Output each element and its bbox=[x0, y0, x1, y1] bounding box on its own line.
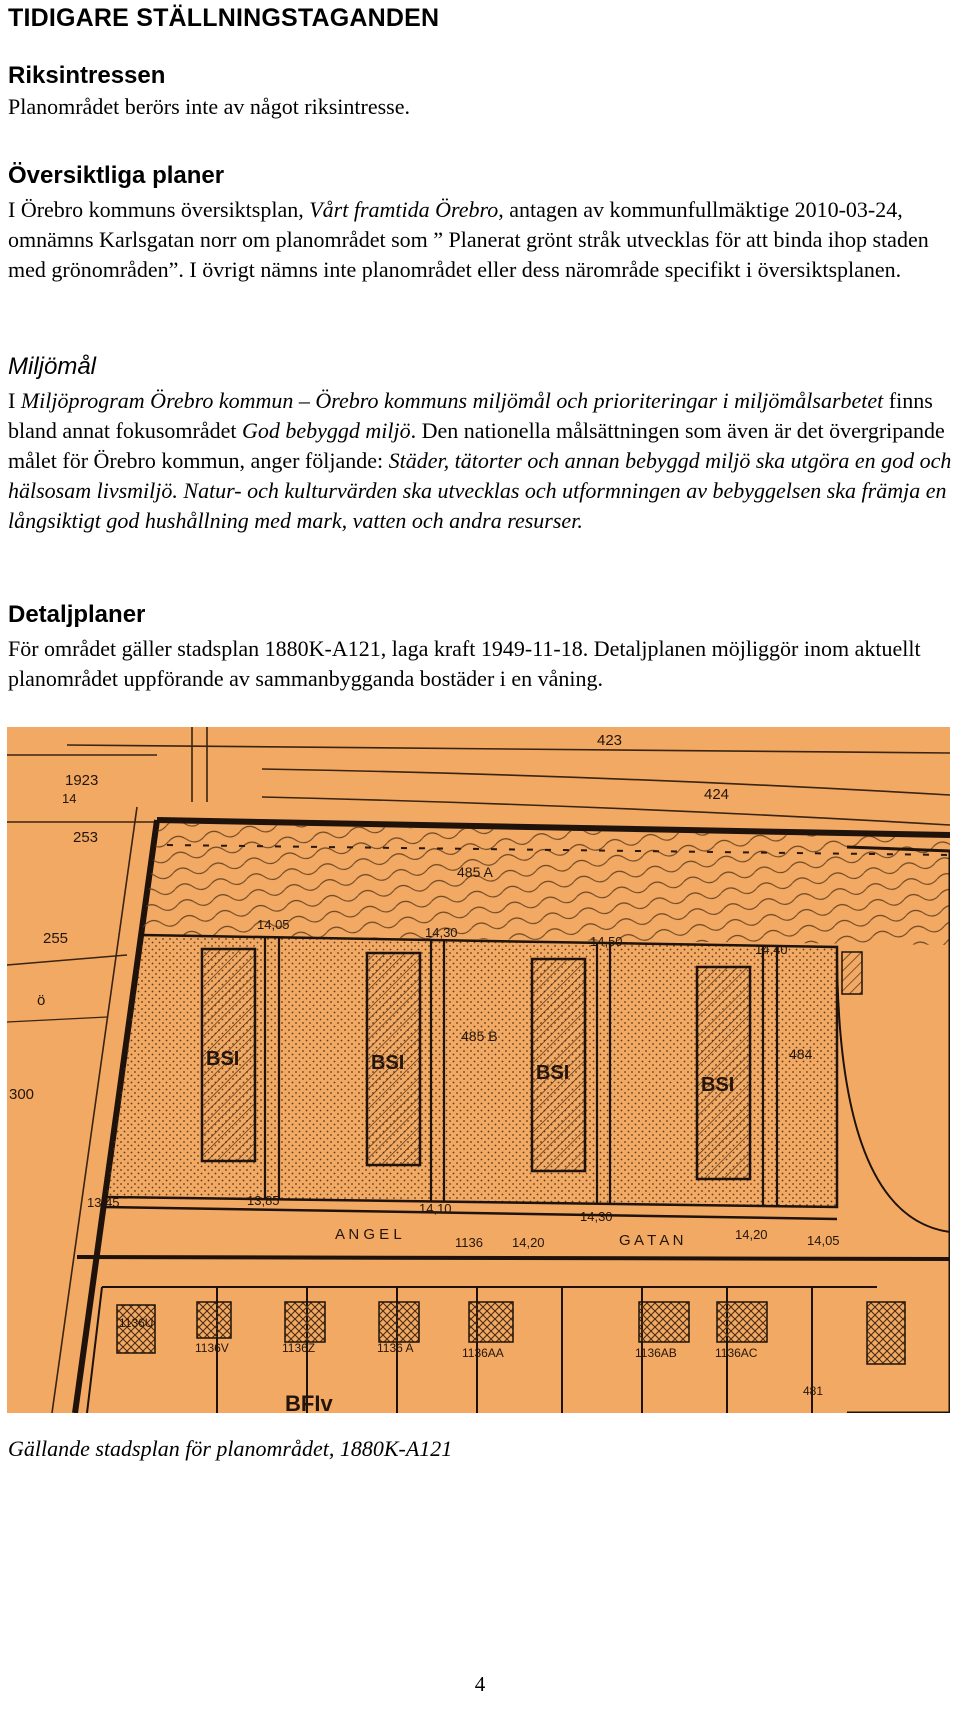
elevation-label: 14,05 bbox=[257, 917, 290, 932]
street-south-edge bbox=[77, 1257, 950, 1259]
program-name: Miljöprogram Örebro kommun – Örebro kommuns miljömål och prioriteringar i miljömålsarbetet bbox=[20, 388, 884, 413]
map-label: 423 bbox=[597, 732, 623, 749]
map-label: 253 bbox=[73, 829, 99, 846]
map-label: ö bbox=[37, 992, 46, 1009]
map-label: 424 bbox=[704, 786, 730, 803]
elevation-label: 14,50 bbox=[590, 934, 623, 949]
map-label: 485 B bbox=[461, 1028, 498, 1044]
map-label: 485 A bbox=[457, 864, 493, 880]
elevation-label: 14,20 bbox=[735, 1227, 768, 1242]
zone-label: BSI bbox=[536, 1062, 570, 1084]
paragraph-riksintressen: Planområdet berörs inte av något riksintresse. bbox=[8, 94, 411, 119]
map-label: 255 bbox=[43, 930, 69, 947]
heading-riksintressen: Riksintressen bbox=[8, 62, 166, 89]
lot-label: 1136AC bbox=[715, 1346, 758, 1360]
map-label: 484 bbox=[789, 1046, 813, 1062]
national-goal: Städer, tätorter och annan bebyggd miljö ska utgöra en god och hälsosam livsmiljö. Natur- och kulturvärden ska utvecklas och utformningen av bebyggelsen ska främja en långsiktigt god hushållning med mark, vatten och andra resurser. bbox=[8, 448, 952, 533]
stadsplan-map-drawing bbox=[7, 727, 950, 1413]
zone-label: BSI bbox=[206, 1048, 240, 1070]
lot-label: 1136AA bbox=[462, 1346, 504, 1360]
paragraph-oversiktliga-planer: I Örebro kommuns översiktsplan, Vårt framtida Örebro, antagen av kommunfullmäktige 2010-03-24, omnämns Karlsgatan norr om planområdet som ” Planerat grönt stråk utvecklas för att binda ihop staden med grönområden”. I övrigt nämns inte planområdet eller dess närområde specifikt i översiktsplanen. bbox=[8, 197, 929, 282]
map-label: 300 bbox=[9, 1086, 35, 1103]
zone-label: BSI bbox=[371, 1052, 405, 1074]
elevation-label: 14,05 bbox=[807, 1233, 840, 1248]
lot-label: 481 bbox=[803, 1384, 824, 1398]
map-label: 1923 bbox=[65, 772, 99, 789]
paragraph-miljomal: I Miljöprogram Örebro kommun – Örebro kommuns miljömål och prioriteringar i miljömålsarbetet finns bland annat fokusområdet God bebyggd miljö. Den nationella målsättningen som även är det övergripande målet för Örebro kommun, anger följande: Städer, tätorter och annan bebyggd miljö ska utgöra en god och hälsosam livsmiljö. Natur- och kulturvärden ska utvecklas och utformningen av bebyggelsen ska främja en långsiktigt god hushållning med mark, vatten och andra resurser. bbox=[8, 388, 952, 533]
elevation-label: 14,30 bbox=[580, 1209, 613, 1224]
map-label: 14 bbox=[62, 791, 77, 806]
page-number: 4 bbox=[474, 1672, 486, 1696]
map-label: 1136 bbox=[455, 1235, 483, 1250]
paragraph-detaljplaner: För området gäller stadsplan 1880K-A121, laga kraft 1949-11-18. Detaljplanen möjliggör inom aktuellt planområdet uppförande av sammanbygganda bostäder i en våning. bbox=[8, 636, 921, 691]
map-caption: Gällande stadsplan för planområdet, 1880K-A121 bbox=[8, 1436, 453, 1461]
heading-oversiktliga-planer: Översiktliga planer bbox=[8, 162, 225, 189]
plan-name: Vårt framtida Örebro bbox=[309, 197, 499, 222]
lot-label: 1136AB bbox=[635, 1346, 677, 1360]
elevation-label: 14,40 bbox=[755, 942, 788, 957]
heading-detaljplaner: Detaljplaner bbox=[8, 601, 146, 628]
zone-label: BSI bbox=[701, 1074, 735, 1096]
focus-area: God bebyggd miljö bbox=[242, 418, 411, 443]
lot-label: 1136V bbox=[195, 1341, 229, 1355]
building-bsi-4 bbox=[697, 967, 750, 1179]
elevation-label: 13,45 bbox=[87, 1195, 120, 1210]
heading-miljomal: Miljömål bbox=[8, 353, 97, 380]
lot-label: 1136Z bbox=[282, 1341, 316, 1355]
lot-label: 1136 A bbox=[377, 1341, 414, 1355]
zone-label: BFIv bbox=[285, 1391, 333, 1413]
page-title: TIDIGARE STÄLLNINGSTAGANDEN bbox=[8, 4, 440, 32]
elevation-label: 13,85 bbox=[247, 1193, 280, 1208]
elevation-label: 14,10 bbox=[419, 1201, 452, 1216]
stadsplan-map bbox=[7, 727, 950, 1413]
street-label: A N G E L bbox=[335, 1226, 402, 1243]
elevation-label: 14,30 bbox=[425, 925, 458, 940]
street-label: G A T A N bbox=[619, 1232, 684, 1249]
elevation-label: 14,20 bbox=[512, 1235, 545, 1250]
lot-label: 1136U bbox=[119, 1316, 154, 1330]
